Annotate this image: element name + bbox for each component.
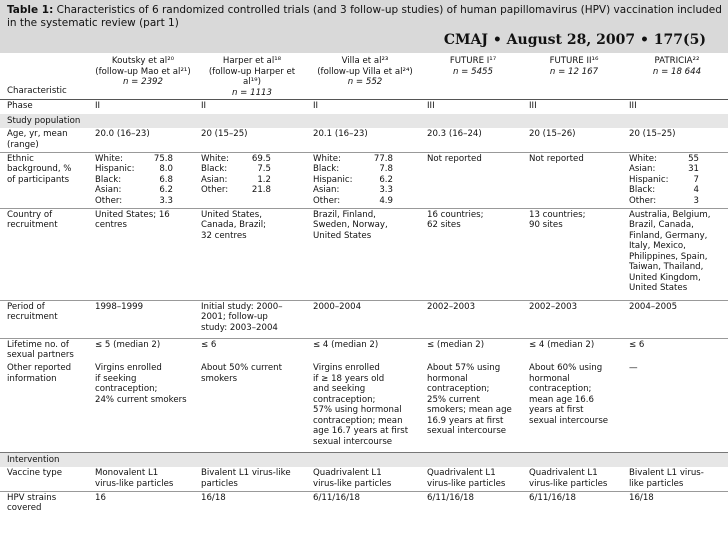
table-cell: Virgins enrolled if ≥ 18 years old and seeking contraception; 57% using hormonal contraception; mean age 16.7 years at first sexual intercourse [313,363,409,447]
header-n: n = 1113 [232,87,272,98]
table-cell: 2002–2003 [420,300,522,338]
table-cell: Virgins enrolled if seeking contraception; 24% current smokers [95,363,187,405]
header-study: FUTURE I¹⁷ [449,56,497,66]
header-n: n = 2392 [123,77,163,87]
section-heading: Study population [0,114,728,129]
table-cell: II [306,100,420,114]
table-cell: ≤ 4 (median 2) [522,338,622,362]
table-cell: 6/11/16/18 [420,491,522,517]
row-country [0,208,728,300]
table-cell: 16 countries; 62 sites [420,208,522,300]
table-cell: About 57% using hormonal contraception; 25% current smokers; mean age 16.9 years at first sexual intercourse [427,363,512,436]
table-cell: 20 (15–26) [529,129,576,139]
table-cell: About 60% using hormonal contraception; mean age 16.6 years at first sexual intercourse [529,363,609,426]
header-n: n = 5455 [453,66,493,77]
row-ethnic [0,152,728,208]
table-cell: ≤ 6 [622,338,728,362]
header-n: n = 552 [347,77,383,87]
row-label: Age, yr, mean (range) [7,129,68,150]
col-header-villa [306,53,420,100]
row-age [0,128,728,152]
table-cell: 2000–2004 [306,300,420,338]
table-cell: 20 (15–25) [201,129,248,139]
table-cell: Quadrivalent L1 virus-like particles [313,468,392,489]
table-cell: 16/18 [194,491,306,517]
col-header-future1 [420,53,522,100]
col-header-harper [194,53,306,100]
characteristics-table [0,53,728,517]
table-cell: Brazil, Finland, Sweden, Norway, United States [306,208,420,300]
col-header-patricia [622,53,728,100]
row-label: Vaccine type [7,468,62,478]
row-period [0,300,728,338]
table-cell: ≤ 5 (median 2) [88,338,194,362]
row-label: Period of recruitment [0,300,88,338]
table-cell: Quadrivalent L1 virus-like particles [427,468,506,489]
table-cell: 16 [88,491,194,517]
table-cell: Not reported [420,152,522,208]
row-label: Country of recruitment [0,208,88,300]
header-followup: (follow-up Villa et al²⁴) [317,66,413,77]
table-cell: ≤ 4 (median 2) [306,338,420,362]
journal-citation: CMAJ • August 28, 2007 • 177(5) [443,32,706,48]
table-cell: 2002–2003 [522,300,622,338]
section-heading: Intervention [0,452,728,467]
header-followup: (follow-up Mao et al²¹) [95,66,191,77]
table-cell: II [194,100,306,114]
ethnic-list: White: 77.8 Black: 7.8 Hispanic: 6.2 Asian: 3.3 Other: 4.9 [313,153,393,206]
table-cell: Bivalent L1 virus- like particles [629,468,704,489]
table-caption [7,4,722,30]
header-study: Harper et al¹⁸ [222,56,282,66]
table-cell: II [88,100,194,114]
table-cell [306,152,420,208]
row-vaccine-type [0,467,728,491]
table-cell: Australia, Belgium, Brazil, Canada, Finland, Germany, Italy, Mexico, Philippines, Spain, Taiwan, Thailand, United Kingdom, United States [622,208,728,300]
table-cell: Initial study: 2000– 2001; follow-up study: 2003–2004 [194,300,306,338]
table-cell: Bivalent L1 virus-like particles [201,468,291,489]
header-study: FUTURE II¹⁶ [549,56,599,66]
row-hpv-strains [0,491,728,517]
header-study: PATRICIA²² [654,56,700,66]
table-cell: 6/11/16/18 [522,491,622,517]
row-partners [0,338,728,362]
caption-header [0,0,728,53]
ethnic-list: White: 55 Asian: 31 Hispanic: 7 Black: 4 Other: 3 [629,153,699,206]
table-cell: 20.0 (16–23) [95,129,150,139]
table-cell: United States; 16 centres [88,208,194,300]
table-cell: 13 countries; 90 sites [522,208,622,300]
header-n: n = 18 644 [652,66,702,77]
row-label: HPV strains covered [0,491,88,517]
row-phase [0,100,728,114]
table-cell: United States, Canada, Brazil; 32 centres [194,208,306,300]
table-cell: About 50% current smokers [201,363,282,384]
row-label: Ethnic background, % of participants [0,152,88,208]
table-cell [622,152,728,208]
table-cell: III [622,100,728,114]
section-study-population [0,114,728,129]
row-label: Lifetime no. of sexual partners [0,338,88,362]
table-cell: 2004–2005 [622,300,728,338]
col-header-characteristic: Characteristic [0,53,88,100]
ethnic-list: White: 69.5 Black: 7.5 Asian: 1.2 Other: 21.8 [201,153,271,195]
table-cell: 16/18 [622,491,728,517]
table-cell: Not reported [522,152,622,208]
table-cell: III [420,100,522,114]
row-other-info [0,362,728,452]
section-intervention [0,452,728,467]
table-cell: 20 (15–25) [629,129,676,139]
row-label: Phase [0,100,88,114]
header-study: Villa et al²³ [341,56,389,66]
caption-label: Table 1: [7,4,54,16]
table-cell [88,152,194,208]
header-row [0,53,728,100]
table-cell: 20.1 (16–23) [313,129,368,139]
table-cell: ≤ 6 [194,338,306,362]
row-label: Other reported information [7,363,72,384]
col-header-future2 [522,53,622,100]
ethnic-list: White: 75.8 Hispanic: 8.0 Black: 6.8 Asian: 6.2 Other: 3.3 [95,153,173,206]
caption-text: Characteristics of 6 randomized controlled trials (and 3 follow-up studies) of human papillomavirus (HPV) vaccination included in the systematic review (part 1) [7,4,722,29]
col-header-koutsky [88,53,194,100]
table-cell: III [522,100,622,114]
table-cell: — [629,363,638,373]
table-cell: Monovalent L1 virus-like particles [95,468,174,489]
table-cell: ≤ (median 2) [420,338,522,362]
table-cell: 1998–1999 [88,300,194,338]
header-followup: (follow-up Harper et al¹⁹) [208,66,296,87]
table-cell: 20.3 (16–24) [427,129,482,139]
table-cell [194,152,306,208]
table-cell: Quadrivalent L1 virus-like particles [529,468,608,489]
table-cell: 6/11/16/18 [306,491,420,517]
header-study: Koutsky et al²⁰ [111,56,175,66]
header-n: n = 12 167 [549,66,599,77]
